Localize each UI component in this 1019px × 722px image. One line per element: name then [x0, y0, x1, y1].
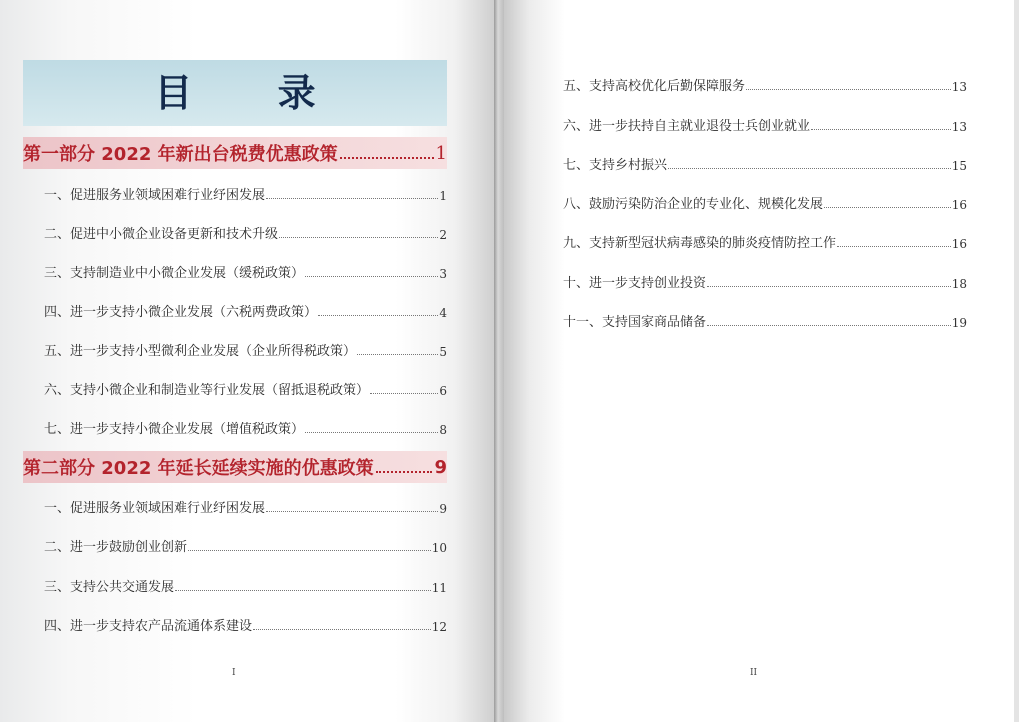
toc-entry-page: 19 — [951, 316, 967, 330]
toc-title: 目 录 — [23, 60, 447, 126]
toc-entry-page: 13 — [951, 120, 967, 134]
leader-dots — [376, 461, 433, 473]
part-one-label: 第一部分 2022 年新出台税费优惠政策 — [23, 144, 338, 165]
toc-entry-page: 18 — [951, 277, 967, 291]
toc-entry[interactable] — [44, 261, 447, 281]
toc-entry-page: 1 — [439, 189, 447, 203]
toc-entry[interactable] — [563, 231, 967, 251]
toc-entry-page: 16 — [951, 237, 967, 251]
toc-entry-label: 三、支持制造业中小微企业发展（缓税政策） — [44, 266, 305, 281]
toc-entry-label: 七、支持乡村振兴 — [563, 158, 668, 173]
toc-entry[interactable] — [44, 535, 447, 555]
toc-entry[interactable] — [44, 183, 447, 203]
leader-dots — [811, 129, 951, 130]
part-one-heading[interactable] — [23, 137, 447, 169]
toc-entry-label: 三、支持公共交通发展 — [44, 580, 175, 595]
leader-dots — [266, 511, 438, 512]
part-two-label: 第二部分 2022 年延长延续实施的优惠政策 — [23, 458, 374, 479]
leader-dots — [266, 198, 438, 199]
toc-entry-label: 十、进一步支持创业投资 — [563, 276, 707, 291]
leader-dots — [253, 629, 431, 630]
part-two-heading[interactable] — [23, 451, 447, 483]
toc-entry-page: 10 — [431, 541, 447, 555]
leader-dots — [318, 315, 438, 316]
toc-entry-page: 12 — [431, 620, 447, 634]
toc-entry[interactable] — [44, 417, 447, 437]
toc-entry-label: 十一、支持国家商品储备 — [563, 315, 707, 330]
leader-dots — [746, 89, 951, 90]
toc-entry[interactable] — [44, 496, 447, 516]
right-page — [504, 0, 1014, 722]
toc-entry-label: 一、促进服务业领域困难行业纾困发展 — [44, 188, 266, 203]
toc-entry[interactable] — [563, 271, 967, 291]
toc-entry-label: 七、进一步支持小微企业发展（增值税政策） — [44, 422, 305, 437]
toc-entry-page: 6 — [439, 384, 447, 398]
toc-entry-page: 16 — [951, 198, 967, 212]
toc-entry-label: 四、进一步支持小微企业发展（六税两费政策） — [44, 305, 318, 320]
toc-entry-label: 九、支持新型冠状病毒感染的肺炎疫情防控工作 — [563, 236, 837, 251]
toc-entry-page: 4 — [439, 306, 447, 320]
left-page — [0, 0, 494, 722]
toc-entry-label: 一、促进服务业领域困难行业纾困发展 — [44, 501, 266, 516]
leader-dots — [340, 147, 434, 159]
toc-entry-label: 五、进一步支持小型微利企业发展（企业所得税政策） — [44, 344, 357, 359]
toc-entry-page: 3 — [439, 267, 447, 281]
page-edge — [1014, 0, 1019, 722]
toc-entry[interactable] — [563, 192, 967, 212]
page-number-left: I — [232, 668, 236, 678]
toc-entry-page: 2 — [439, 228, 447, 242]
toc-entry[interactable] — [44, 378, 447, 398]
toc-entry[interactable] — [563, 310, 967, 330]
toc-entry-page: 15 — [951, 159, 967, 173]
toc-entry-page: 13 — [951, 80, 967, 94]
leader-dots — [668, 168, 951, 169]
toc-entry-label: 二、促进中小微企业设备更新和技术升级 — [44, 227, 279, 242]
toc-entry[interactable] — [44, 575, 447, 595]
toc-entry-page: 8 — [439, 423, 447, 437]
leader-dots — [279, 237, 438, 238]
leader-dots — [837, 246, 951, 247]
toc-entry-label: 二、进一步鼓励创业创新 — [44, 540, 188, 555]
toc-entry-page: 5 — [439, 345, 447, 359]
toc-entry[interactable] — [44, 339, 447, 359]
leader-dots — [305, 276, 438, 277]
leader-dots — [188, 550, 431, 551]
toc-entry-page: 11 — [431, 581, 447, 595]
part-two-page: 9 — [434, 456, 447, 478]
leader-dots — [707, 325, 951, 326]
leader-dots — [370, 393, 438, 394]
leader-dots — [175, 590, 431, 591]
toc-entry[interactable] — [44, 300, 447, 320]
toc-entry[interactable] — [44, 614, 447, 634]
toc-entry-label: 八、鼓励污染防治企业的专业化、规模化发展 — [563, 197, 824, 212]
toc-entry[interactable] — [563, 153, 967, 173]
book-spine — [494, 0, 504, 722]
toc-entry[interactable] — [44, 222, 447, 242]
toc-entry-label: 四、进一步支持农产品流通体系建设 — [44, 619, 253, 634]
toc-entry[interactable] — [563, 74, 967, 94]
toc-entry-label: 五、支持高校优化后勤保障服务 — [563, 79, 746, 94]
leader-dots — [707, 286, 951, 287]
leader-dots — [305, 432, 438, 433]
part-one-page: 1 — [435, 142, 447, 164]
toc-entry-label: 六、支持小微企业和制造业等行业发展（留抵退税政策） — [44, 383, 370, 398]
leader-dots — [357, 354, 438, 355]
leader-dots — [824, 207, 951, 208]
toc-entry-page: 9 — [439, 502, 447, 516]
toc-entry[interactable] — [563, 114, 967, 134]
toc-entry-label: 六、进一步扶持自主就业退役士兵创业就业 — [563, 119, 811, 134]
page-number-right: II — [750, 668, 758, 678]
